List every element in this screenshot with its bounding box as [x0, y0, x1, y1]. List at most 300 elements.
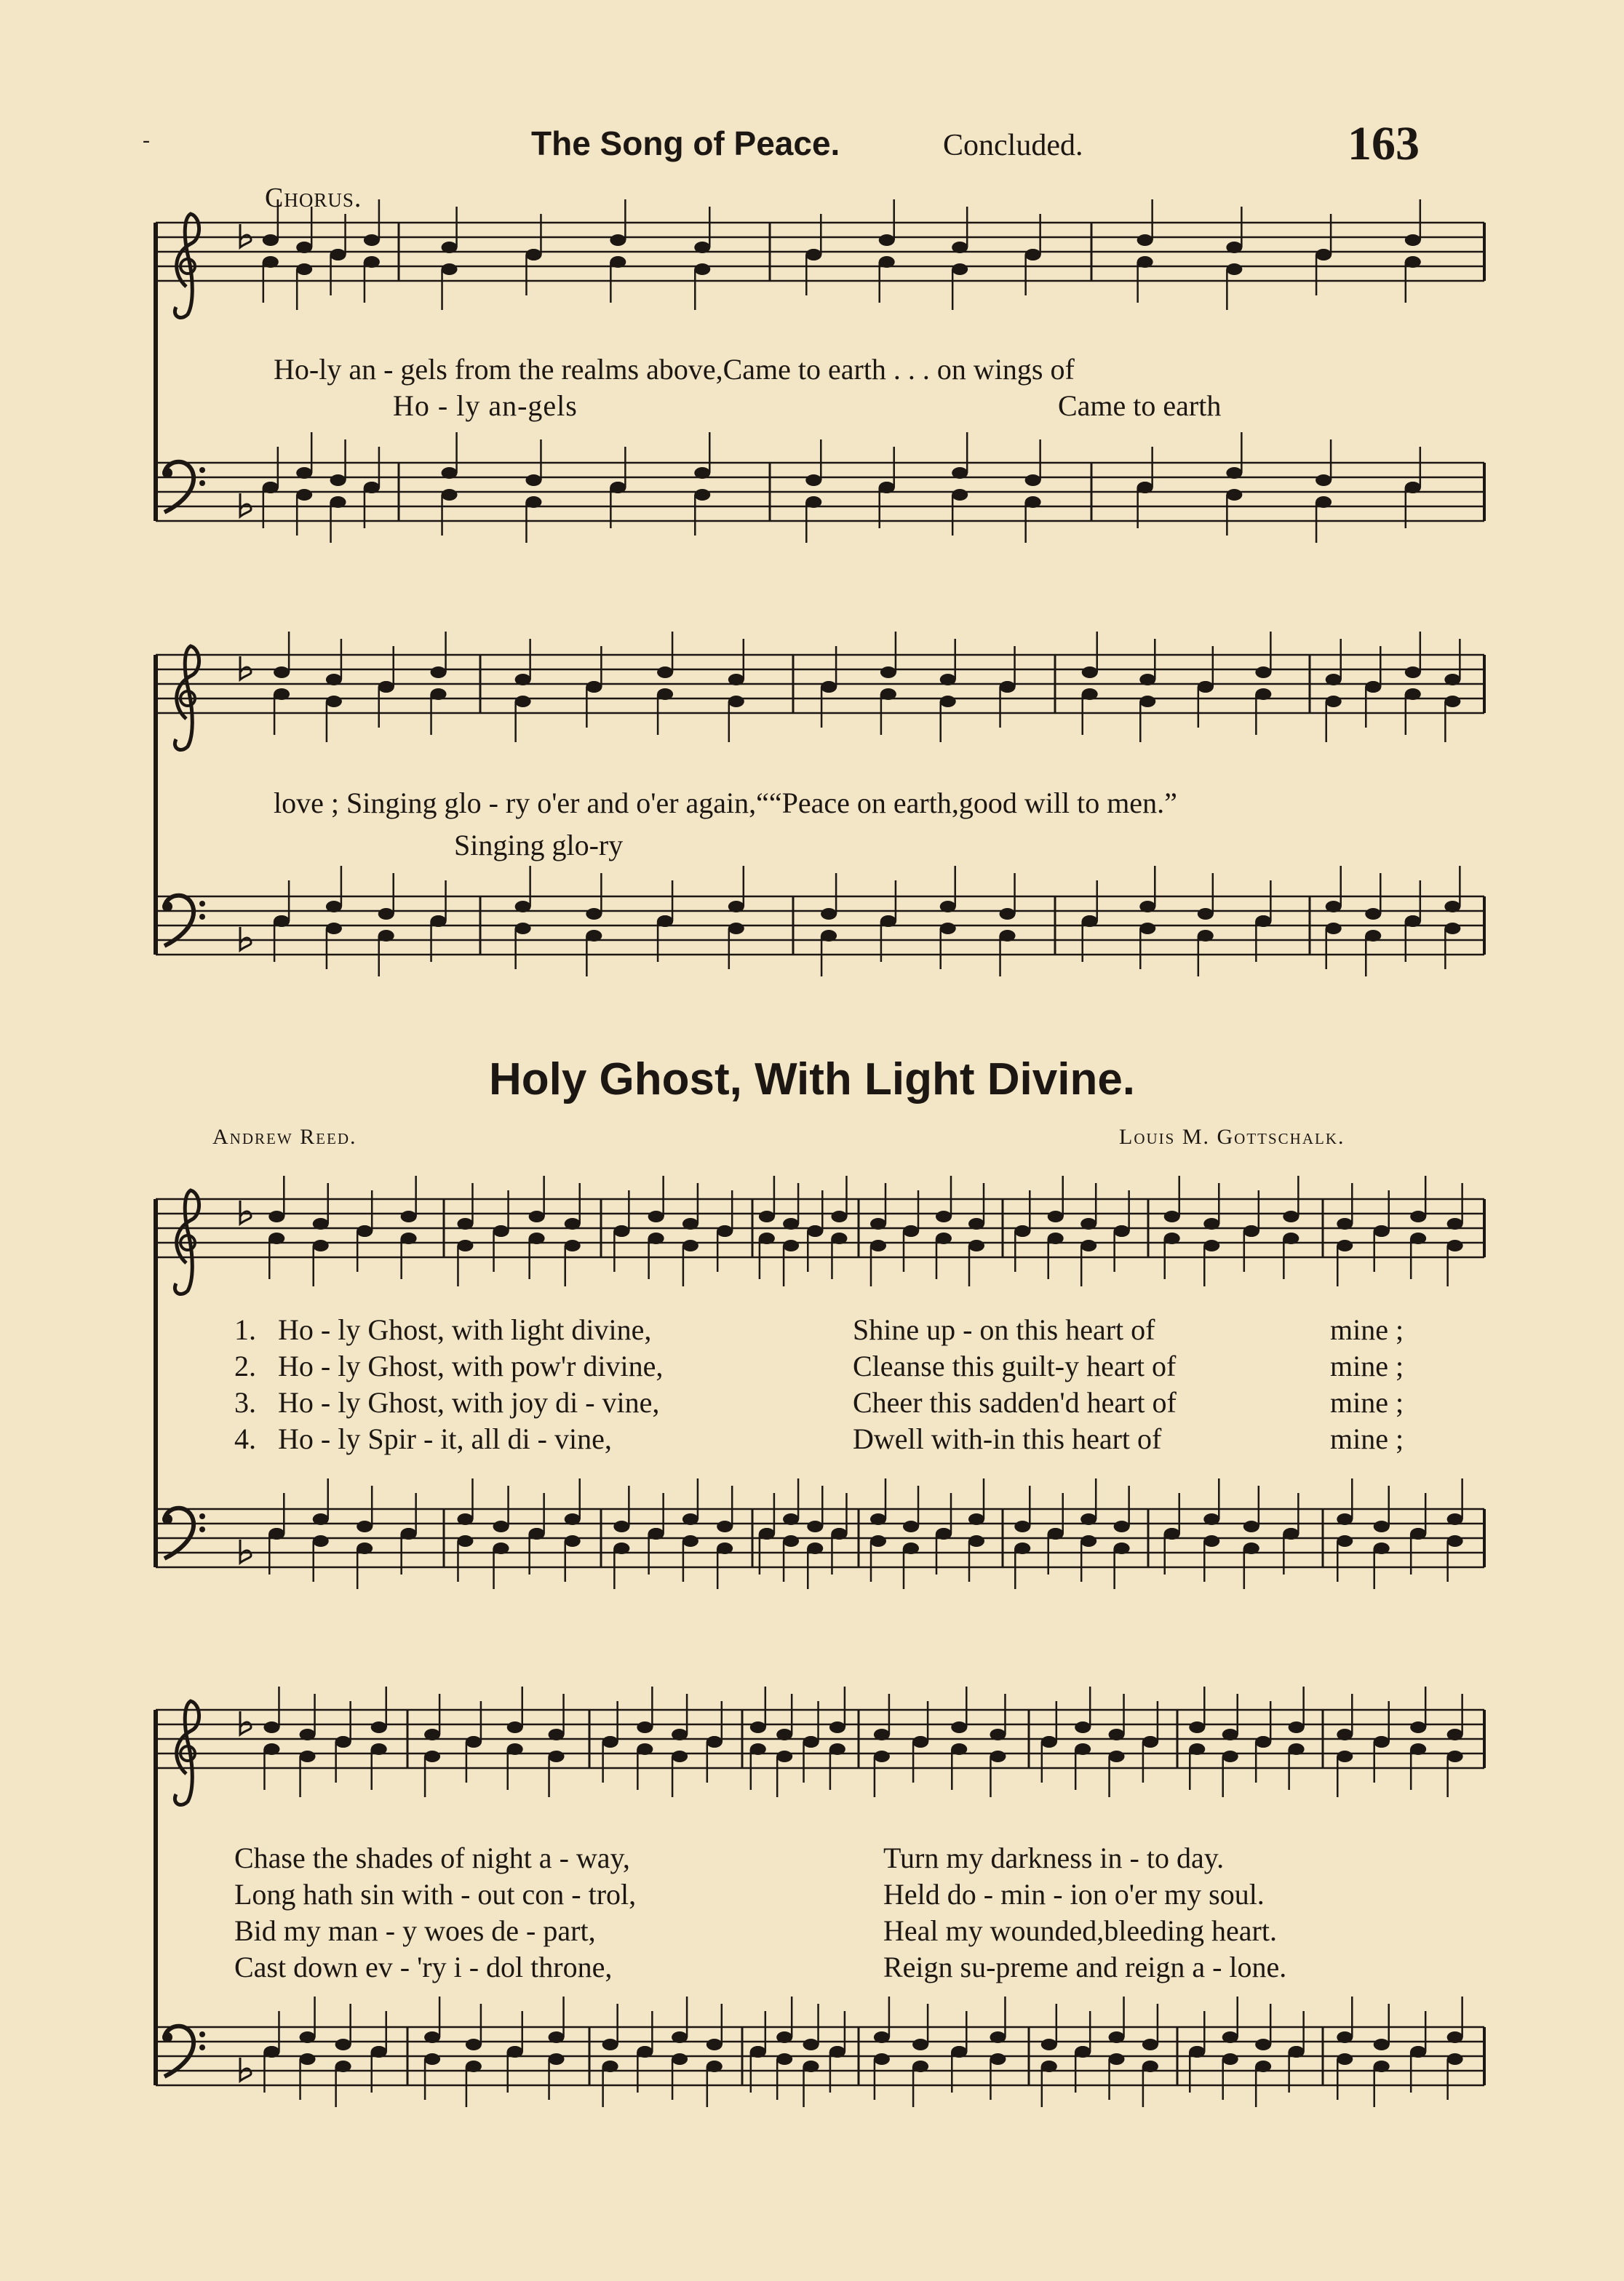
note-head	[936, 1528, 952, 1540]
note-head	[442, 489, 458, 501]
note-head	[586, 908, 602, 920]
note-head	[1405, 666, 1421, 678]
note-head	[1405, 915, 1421, 927]
note-head	[728, 674, 744, 685]
note-head	[335, 2061, 351, 2072]
note-head	[1326, 901, 1342, 912]
note-head	[1255, 688, 1271, 700]
verse-line: mine ;	[1330, 1386, 1404, 1419]
note-head	[1243, 1521, 1259, 1532]
note-head	[1080, 1240, 1096, 1251]
note-head	[990, 2031, 1006, 2043]
note-head	[637, 1743, 653, 1755]
note-head	[326, 696, 342, 707]
note-head	[371, 2046, 387, 2058]
note-head	[1447, 1729, 1463, 1740]
note-head	[431, 915, 447, 927]
note-head	[326, 901, 342, 912]
chorus-echo-1: Ho - ly an-gels	[393, 389, 578, 422]
note-head	[807, 1542, 823, 1554]
note-head	[1447, 1535, 1463, 1547]
note-head	[951, 1721, 967, 1733]
note-head	[936, 1233, 952, 1244]
note-head	[1315, 474, 1332, 486]
note-head	[466, 1736, 482, 1748]
note-head	[1109, 2031, 1125, 2043]
note-head	[952, 467, 968, 479]
note-head	[990, 1751, 1006, 1762]
note-head	[1315, 496, 1332, 508]
note-head	[263, 1743, 279, 1755]
note-head	[330, 474, 346, 486]
note-head	[870, 1218, 886, 1230]
note-head	[1410, 2046, 1426, 2058]
note-head	[401, 1233, 417, 1244]
note-head	[1447, 1513, 1463, 1525]
note-head	[750, 1743, 766, 1755]
verse-line: Long hath sin with - out con - trol,	[234, 1878, 637, 1911]
verse-line: 4. Ho - ly Spir - it, all di - vine,	[234, 1422, 612, 1455]
note-head	[1405, 234, 1421, 246]
note-head	[1255, 666, 1271, 678]
note-head	[870, 1240, 886, 1251]
note-head	[874, 2031, 890, 2043]
note-head	[515, 923, 531, 934]
note-head	[1326, 674, 1342, 685]
note-head	[296, 263, 312, 275]
note-head	[371, 1721, 387, 1733]
note-head	[694, 242, 710, 253]
note-head	[1444, 674, 1460, 685]
note-head	[401, 1211, 417, 1222]
note-head	[424, 2031, 440, 2043]
note-head	[682, 1513, 698, 1525]
chorus-echo-2: Came to earth	[1058, 389, 1222, 422]
note-head	[1203, 1218, 1219, 1230]
note-head	[759, 1528, 775, 1540]
note-head	[1337, 1535, 1353, 1547]
note-head	[940, 674, 956, 685]
note-head	[728, 901, 744, 912]
note-head	[1337, 1240, 1353, 1251]
note-head	[879, 256, 895, 268]
note-head	[493, 1225, 509, 1237]
note-head	[1410, 1743, 1426, 1755]
note-head	[1014, 1542, 1030, 1554]
note-head	[648, 1211, 664, 1222]
note-head	[268, 1211, 284, 1222]
note-head	[870, 1513, 886, 1525]
note-head	[1410, 1211, 1426, 1222]
note-head	[990, 1729, 1006, 1740]
note-head	[1289, 1743, 1305, 1755]
note-head	[936, 1211, 952, 1222]
note-head	[831, 1528, 847, 1540]
note-head	[357, 1521, 373, 1532]
note-head	[274, 915, 290, 927]
note-head	[1222, 2031, 1238, 2043]
note-head	[613, 1521, 629, 1532]
note-head	[1226, 242, 1242, 253]
verse-line: Held do - min - ion o'er my soul.	[883, 1878, 1265, 1911]
note-head	[274, 688, 290, 700]
note-head	[1014, 1225, 1030, 1237]
note-head	[637, 1721, 653, 1733]
note-head	[880, 688, 896, 700]
chorus-lyric-2: love ; Singing glo - ry o'er and o'er again,““Peace on earth,good will to men.”	[274, 787, 1177, 819]
note-head	[807, 1225, 823, 1237]
note-head	[1137, 234, 1153, 246]
note-head	[263, 2046, 279, 2058]
note-head	[1283, 1528, 1299, 1540]
note-head	[672, 1729, 688, 1740]
note-head	[457, 1513, 473, 1525]
note-head	[613, 1225, 629, 1237]
note-head	[657, 666, 673, 678]
note-head	[1109, 1751, 1125, 1762]
verse-line: 1. Ho - ly Ghost, with light divine,	[234, 1313, 652, 1346]
running-title: The Song of Peace.	[531, 124, 840, 162]
note-head	[1447, 1240, 1463, 1251]
note-head	[1000, 930, 1016, 942]
note-head	[1365, 930, 1381, 942]
note-head	[1048, 1528, 1064, 1540]
note-head	[968, 1240, 984, 1251]
note-head	[1164, 1233, 1180, 1244]
note-head	[968, 1535, 984, 1547]
note-head	[1405, 482, 1421, 493]
note-head	[268, 1233, 284, 1244]
note-head	[457, 1240, 473, 1251]
flat-icon	[240, 1540, 251, 1563]
note-head	[1255, 2061, 1271, 2072]
note-head	[268, 1528, 284, 1540]
note-head	[831, 1211, 847, 1222]
note-head	[378, 681, 394, 693]
note-head	[313, 1240, 329, 1251]
note-head	[493, 1521, 509, 1532]
note-head	[401, 1528, 417, 1540]
note-head	[805, 249, 821, 260]
words-credit: Andrew Reed.	[212, 1125, 357, 1149]
bass-clef-icon	[162, 2026, 205, 2077]
note-head	[586, 930, 602, 942]
note-head	[364, 482, 380, 493]
note-head	[1222, 1751, 1238, 1762]
note-head	[1139, 674, 1155, 685]
note-head	[442, 242, 458, 253]
note-head	[330, 496, 346, 508]
note-head	[829, 1743, 845, 1755]
note-head	[457, 1535, 473, 1547]
flat-icon	[240, 927, 251, 950]
note-head	[1374, 1736, 1390, 1748]
note-head	[821, 908, 837, 920]
note-head	[1222, 1729, 1238, 1740]
note-head	[424, 1729, 440, 1740]
note-head	[776, 2053, 792, 2065]
note-head	[1000, 681, 1016, 693]
note-head	[364, 256, 380, 268]
note-head	[330, 249, 346, 260]
note-head	[1410, 1233, 1426, 1244]
note-head	[1226, 489, 1242, 501]
note-head	[549, 2031, 565, 2043]
note-head	[442, 467, 458, 479]
note-head	[1447, 2031, 1463, 2043]
chorus-lyric-1: Ho-ly an - gels from the realms above,Came to earth . . . on wings of	[274, 353, 1075, 386]
note-head	[263, 234, 279, 246]
note-head	[1164, 1211, 1180, 1222]
note-head	[1447, 1218, 1463, 1230]
note-head	[1075, 2046, 1091, 2058]
note-head	[759, 1211, 775, 1222]
note-head	[903, 1521, 919, 1532]
note-head	[1048, 1233, 1064, 1244]
note-head	[613, 1542, 629, 1554]
note-head	[565, 1535, 581, 1547]
verse-line: 3. Ho - ly Ghost, with joy di - vine,	[234, 1386, 660, 1419]
note-head	[335, 2039, 351, 2050]
note-head	[672, 1751, 688, 1762]
note-head	[1189, 1743, 1205, 1755]
note-head	[1198, 930, 1214, 942]
note-head	[507, 1721, 523, 1733]
note-head	[1142, 1736, 1158, 1748]
note-head	[694, 489, 710, 501]
note-head	[565, 1218, 581, 1230]
note-head	[759, 1233, 775, 1244]
corner-mark: -	[143, 128, 150, 152]
verse-line: Turn my darkness in - to day.	[883, 1842, 1225, 1874]
flat-icon	[240, 1711, 251, 1735]
note-head	[431, 688, 447, 700]
verse-line: mine ;	[1330, 1313, 1404, 1346]
note-head	[493, 1542, 509, 1554]
note-head	[952, 242, 968, 253]
note-head	[1114, 1521, 1130, 1532]
note-head	[529, 1233, 545, 1244]
note-head	[717, 1542, 733, 1554]
note-head	[803, 2039, 819, 2050]
note-head	[1289, 1721, 1305, 1733]
note-head	[803, 2061, 819, 2072]
note-head	[903, 1542, 919, 1554]
note-head	[1164, 1528, 1180, 1540]
note-head	[1000, 908, 1016, 920]
note-head	[515, 696, 531, 707]
note-head	[1075, 1721, 1091, 1733]
note-head	[296, 489, 312, 501]
note-head	[300, 1729, 316, 1740]
note-head	[694, 467, 710, 479]
flat-icon	[240, 1201, 251, 1224]
note-head	[1374, 1521, 1390, 1532]
flat-icon	[240, 656, 251, 680]
music-credit: Louis M. Gottschalk.	[1119, 1125, 1345, 1149]
note-head	[803, 1736, 819, 1748]
note-head	[1080, 1513, 1096, 1525]
note-head	[263, 482, 279, 493]
note-head	[1243, 1225, 1259, 1237]
note-head	[821, 930, 837, 942]
note-head	[657, 688, 673, 700]
note-head	[1014, 1521, 1030, 1532]
note-head	[728, 696, 744, 707]
note-head	[879, 234, 895, 246]
note-heads	[263, 199, 1463, 2107]
note-head	[586, 681, 602, 693]
note-head	[807, 1521, 823, 1532]
note-head	[1075, 1743, 1091, 1755]
note-head	[1337, 1513, 1353, 1525]
note-head	[783, 1535, 799, 1547]
note-head	[466, 2039, 482, 2050]
note-head	[940, 901, 956, 912]
note-head	[525, 474, 541, 486]
note-head	[1189, 2046, 1205, 2058]
flat-icon	[240, 2058, 251, 2081]
note-head	[549, 2053, 565, 2065]
note-head	[1444, 923, 1460, 934]
verse-line: Dwell with-in this heart of	[853, 1422, 1162, 1455]
verse-line: Cheer this sadden'd heart of	[853, 1386, 1177, 1419]
note-head	[912, 1736, 928, 1748]
note-head	[1410, 1528, 1426, 1540]
verse-line: Cast down ev - 'ry i - dol throne,	[234, 1951, 613, 1983]
note-head	[274, 666, 290, 678]
note-head	[879, 482, 895, 493]
note-head	[431, 666, 447, 678]
note-head	[313, 1218, 329, 1230]
note-head	[952, 263, 968, 275]
note-head	[335, 1736, 351, 1748]
note-head	[637, 2046, 653, 2058]
note-head	[263, 1721, 279, 1733]
note-head	[1444, 901, 1460, 912]
verse-line: Shine up - on this heart of	[853, 1313, 1155, 1346]
note-head	[874, 1729, 890, 1740]
note-head	[507, 1743, 523, 1755]
note-head	[378, 908, 394, 920]
note-head	[1139, 696, 1155, 707]
note-head	[783, 1218, 799, 1230]
chorus-echo-3: Singing glo-ry	[454, 829, 624, 861]
note-head	[880, 666, 896, 678]
note-head	[1365, 908, 1381, 920]
note-head	[776, 1751, 792, 1762]
note-head	[874, 1751, 890, 1762]
note-head	[874, 2053, 890, 2065]
note-head	[750, 1721, 766, 1733]
running-subtitle: Concluded.	[943, 129, 1083, 162]
note-head	[1082, 666, 1098, 678]
note-head	[1114, 1225, 1130, 1237]
verse-line: Reign su-preme and reign a - lone.	[883, 1951, 1287, 1983]
note-head	[1337, 1218, 1353, 1230]
note-head	[1203, 1535, 1219, 1547]
note-head	[529, 1528, 545, 1540]
note-head	[610, 256, 626, 268]
note-head	[610, 482, 626, 493]
note-head	[1198, 908, 1214, 920]
note-head	[1447, 2053, 1463, 2065]
note-head	[831, 1233, 847, 1244]
note-head	[610, 234, 626, 246]
note-head	[1203, 1240, 1219, 1251]
note-head	[1041, 2039, 1057, 2050]
note-head	[805, 474, 821, 486]
note-head	[1410, 1721, 1426, 1733]
note-head	[1109, 1729, 1125, 1740]
page-number: 163	[1348, 117, 1420, 170]
note-head	[1326, 696, 1342, 707]
verse-line: Cleanse this guilt-y heart of	[853, 1350, 1177, 1382]
note-head	[1142, 2061, 1158, 2072]
note-head	[1137, 482, 1153, 493]
note-head	[313, 1535, 329, 1547]
note-head	[940, 696, 956, 707]
note-head	[1025, 249, 1041, 260]
note-head	[1289, 2046, 1305, 2058]
note-head	[1082, 688, 1098, 700]
note-head	[821, 681, 837, 693]
note-head	[364, 234, 380, 246]
note-head	[1222, 2053, 1238, 2065]
note-head	[313, 1513, 329, 1525]
note-head	[1374, 1542, 1390, 1554]
note-head	[870, 1535, 886, 1547]
note-head	[1255, 2039, 1271, 2050]
bass-clef-icon	[162, 1508, 205, 1559]
note-head	[326, 674, 342, 685]
flat-icon	[240, 493, 251, 517]
note-head	[1255, 1736, 1271, 1748]
note-head	[1142, 2039, 1158, 2050]
verse-line: Bid my man - y woes de - part,	[234, 1914, 596, 1947]
note-head	[783, 1513, 799, 1525]
note-head	[507, 2046, 523, 2058]
hymn-title: Holy Ghost, With Light Divine.	[488, 1054, 1136, 1104]
note-head	[1326, 923, 1342, 934]
note-head	[300, 1751, 316, 1762]
note-head	[880, 915, 896, 927]
note-head	[1109, 2053, 1125, 2065]
note-head	[263, 256, 279, 268]
note-head	[1048, 1211, 1064, 1222]
note-head	[1365, 681, 1381, 693]
note-head	[378, 930, 394, 942]
note-head	[776, 2031, 792, 2043]
note-head	[466, 2061, 482, 2072]
note-head	[952, 489, 968, 501]
note-head	[602, 2061, 618, 2072]
bass-clef-icon	[162, 462, 205, 512]
note-head	[1337, 2053, 1353, 2065]
note-head	[300, 2053, 316, 2065]
note-head	[326, 923, 342, 934]
note-head	[1041, 1736, 1057, 1748]
note-head	[951, 2046, 967, 2058]
note-head	[442, 263, 458, 275]
note-head	[296, 467, 312, 479]
note-head	[1405, 688, 1421, 700]
note-head	[783, 1240, 799, 1251]
note-head	[1243, 1542, 1259, 1554]
note-head	[565, 1240, 581, 1251]
note-head	[717, 1521, 733, 1532]
note-head	[968, 1218, 984, 1230]
